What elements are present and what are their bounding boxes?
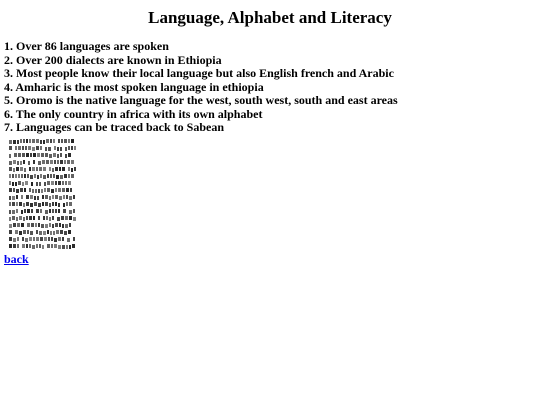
script-glyph-mark: [39, 231, 42, 235]
list-item: 6. The only country in africa with its own alphabet: [4, 106, 263, 121]
script-glyph-mark: [74, 146, 76, 150]
script-glyph-mark: [25, 238, 28, 242]
script-glyph-mark: [54, 146, 56, 150]
script-glyph-mark: [30, 203, 33, 207]
script-glyph-mark: [68, 174, 70, 178]
script-glyph-mark: [57, 154, 59, 158]
script-glyph-mark: [37, 196, 39, 200]
script-glyph-mark: [38, 203, 41, 207]
script-glyph-mark: [22, 244, 25, 248]
script-glyph-mark: [16, 189, 19, 193]
script-glyph-mark: [13, 140, 16, 144]
script-glyph-mark: [43, 140, 45, 144]
script-glyph-mark: [72, 244, 75, 248]
script-glyph-mark: [26, 216, 28, 220]
script-glyph-mark: [27, 209, 30, 213]
facts-list: [4, 40, 536, 135]
script-glyph-mark: [52, 209, 54, 213]
script-glyph-mark: [26, 139, 28, 143]
script-glyph-mark: [29, 139, 31, 143]
script-glyph-mark: [42, 195, 44, 199]
script-glyph-mark: [68, 153, 71, 157]
script-glyph-mark: [25, 181, 28, 185]
script-glyph-mark: [50, 139, 52, 143]
script-glyph-mark: [35, 223, 37, 227]
script-glyph-mark: [17, 140, 19, 144]
script-glyph-mark: [20, 139, 22, 143]
script-glyph-mark: [47, 174, 49, 178]
script-glyph-mark: [16, 195, 18, 199]
script-glyph-mark: [31, 209, 33, 213]
script-glyph-mark: [52, 168, 54, 172]
script-glyph-mark: [39, 244, 41, 248]
script-glyph-mark: [71, 168, 73, 172]
script-glyph-mark: [49, 209, 51, 213]
script-glyph-mark: [13, 244, 16, 248]
script-glyph-mark: [40, 209, 42, 213]
script-glyph-mark: [36, 146, 39, 150]
script-glyph-mark: [47, 244, 50, 248]
script-glyph-mark: [44, 188, 46, 192]
script-glyph-mark: [14, 153, 17, 157]
script-glyph-mark: [68, 167, 70, 171]
script-glyph-mark: [13, 238, 16, 242]
script-glyph-mark: [28, 161, 30, 165]
script-glyph-mark: [51, 237, 53, 241]
script-glyph-mark: [30, 153, 32, 157]
script-glyph-mark: [59, 167, 61, 171]
script-glyph-mark: [52, 202, 54, 206]
script-glyph-mark: [25, 146, 27, 150]
script-glyph-mark: [27, 174, 29, 178]
script-glyph-mark: [13, 223, 16, 227]
script-glyph-mark: [61, 139, 63, 143]
script-glyph-mark: [39, 167, 42, 171]
script-glyph-mark: [69, 216, 72, 220]
script-glyph-mark: [60, 160, 63, 164]
script-glyph-mark: [28, 146, 31, 150]
script-glyph-mark: [56, 230, 59, 234]
script-glyph-mark: [50, 174, 52, 178]
script-glyph-mark: [12, 210, 15, 214]
script-glyph-mark: [52, 224, 54, 228]
script-glyph-mark: [32, 245, 35, 249]
script-glyph-mark: [62, 224, 64, 228]
script-glyph-mark: [16, 202, 18, 206]
script-glyph-mark: [26, 244, 28, 248]
list-item: 5. Oromo is the native language for the west, south west, south and east areas: [4, 93, 398, 107]
script-glyph-mark: [13, 188, 15, 192]
script-glyph-mark: [41, 224, 44, 228]
script-glyph-mark: [68, 139, 70, 143]
script-glyph-mark: [15, 182, 17, 186]
script-glyph-mark: [36, 182, 38, 186]
script-glyph-mark: [41, 189, 43, 193]
script-glyph-mark: [63, 203, 65, 207]
script-glyph-mark: [60, 147, 62, 151]
script-glyph-mark: [13, 168, 15, 172]
script-glyph-mark: [38, 216, 40, 220]
script-glyph-mark: [9, 202, 11, 206]
script-glyph-mark: [63, 195, 65, 199]
script-glyph-mark: [24, 188, 26, 192]
script-glyph-mark: [33, 160, 35, 164]
script-glyph-mark: [67, 160, 70, 164]
script-glyph-mark: [54, 244, 57, 248]
script-glyph-mark: [21, 174, 23, 178]
script-glyph-mark: [53, 174, 55, 178]
script-glyph-mark: [21, 223, 24, 227]
script-glyph-mark: [40, 146, 42, 150]
script-glyph-mark: [69, 223, 71, 227]
script-glyph-mark: [21, 210, 23, 214]
script-glyph-mark: [12, 174, 14, 178]
script-glyph-mark: [9, 167, 12, 171]
script-glyph-mark: [55, 223, 58, 227]
script-glyph-mark: [36, 230, 38, 234]
script-glyph-mark: [29, 167, 31, 171]
script-glyph-mark: [24, 168, 26, 172]
script-glyph-mark: [19, 202, 22, 206]
script-glyph-mark: [59, 223, 61, 227]
script-glyph-mark: [22, 146, 24, 150]
script-glyph-mark: [9, 181, 11, 185]
script-glyph-mark: [31, 182, 33, 186]
script-glyph-mark: [51, 189, 54, 193]
script-glyph-mark: [58, 237, 61, 241]
script-glyph-mark: [47, 188, 50, 192]
script-glyph-mark: [46, 216, 48, 220]
script-glyph-mark: [60, 175, 63, 179]
script-glyph-mark: [59, 196, 62, 200]
script-glyph-mark: [41, 153, 44, 157]
script-glyph-mark: [9, 161, 12, 165]
script-glyph-mark: [58, 203, 60, 207]
script-glyph-mark: [43, 175, 46, 179]
script-glyph-mark: [60, 153, 62, 157]
script-glyph-mark: [65, 216, 68, 220]
list-item: 2. Over 200 dialects are known in Ethiopia: [4, 52, 222, 67]
script-glyph-mark: [18, 181, 21, 185]
script-glyph-mark: [65, 224, 68, 228]
script-glyph-mark: [31, 223, 34, 227]
script-glyph-mark: [55, 181, 57, 185]
script-glyph-mark: [64, 160, 66, 164]
script-glyph-mark: [69, 202, 72, 206]
script-glyph-mark: [42, 245, 44, 249]
script-glyph-mark: [29, 244, 31, 248]
script-glyph-mark: [20, 161, 22, 165]
script-glyph-mark: [74, 167, 76, 171]
script-glyph-mark: [22, 153, 25, 157]
script-glyph-mark: [29, 188, 31, 192]
script-glyph-mark: [35, 189, 37, 193]
script-glyph-mark: [9, 196, 11, 200]
script-glyph-mark: [49, 167, 51, 171]
script-glyph-mark: [46, 160, 49, 164]
script-glyph-mark: [68, 230, 71, 234]
script-glyph-mark: [39, 182, 41, 186]
script-glyph-mark: [47, 181, 50, 185]
script-glyph-mark: [36, 167, 38, 171]
script-glyph-mark: [53, 139, 55, 143]
script-glyph-mark: [55, 195, 58, 199]
script-glyph-mark: [45, 153, 48, 157]
script-glyph-mark: [61, 216, 64, 220]
script-glyph-mark: [43, 167, 46, 171]
script-glyph-mark: [65, 147, 67, 151]
script-glyph-mark: [42, 160, 45, 164]
script-glyph-mark: [37, 153, 40, 157]
script-glyph-mark: [58, 209, 60, 213]
script-glyph-mark: [21, 195, 23, 199]
script-glyph-mark: [33, 237, 35, 241]
script-glyph-mark: [70, 188, 72, 192]
script-glyph-mark: [63, 209, 66, 213]
script-glyph-mark: [12, 196, 15, 200]
script-glyph-mark: [24, 174, 26, 178]
script-glyph-mark: [53, 231, 55, 235]
script-glyph-mark: [45, 195, 48, 199]
script-glyph-mark: [44, 182, 46, 186]
script-glyph-mark: [27, 230, 29, 234]
script-glyph-mark: [16, 167, 19, 171]
script-glyph-mark: [64, 174, 67, 178]
script-glyph-mark: [57, 160, 59, 164]
ethiopic-script-image: [8, 137, 78, 250]
script-glyph-mark: [17, 237, 19, 241]
script-glyph-mark: [17, 244, 19, 248]
script-glyph-mark: [9, 217, 11, 221]
script-glyph-mark: [73, 237, 75, 241]
script-glyph-mark: [30, 195, 33, 199]
script-glyph-mark: [9, 224, 12, 228]
script-glyph-mark: [18, 174, 20, 178]
script-glyph-mark: [13, 160, 16, 164]
script-glyph-mark: [57, 217, 60, 221]
script-glyph-mark: [9, 188, 12, 192]
script-glyph-mark: [66, 195, 68, 199]
list-item: 3. Most people know their local language but also English french and Arabic: [4, 66, 394, 80]
script-glyph-mark: [71, 160, 74, 164]
script-glyph-mark: [15, 230, 18, 234]
script-glyph-mark: [32, 139, 35, 143]
script-glyph-mark: [66, 202, 68, 206]
script-glyph-mark: [16, 209, 18, 213]
script-glyph-mark: [62, 245, 65, 249]
script-glyph-mark: [51, 244, 53, 248]
script-glyph-mark: [55, 202, 57, 206]
script-glyph-mark: [20, 167, 23, 171]
script-glyph-mark: [52, 216, 54, 220]
script-glyph-mark: [49, 196, 51, 200]
script-glyph-mark: [30, 175, 33, 179]
script-glyph-mark: [49, 223, 51, 227]
script-glyph-mark: [66, 188, 69, 192]
script-glyph-mark: [49, 203, 51, 207]
script-glyph-mark: [18, 146, 21, 150]
script-glyph-mark: [68, 181, 71, 185]
back-link[interactable]: back: [4, 251, 29, 266]
script-glyph-mark: [9, 140, 12, 144]
script-glyph-mark: [38, 223, 40, 227]
script-glyph-mark: [71, 146, 73, 150]
script-glyph-mark: [34, 196, 36, 200]
script-glyph-mark: [58, 245, 61, 249]
script-glyph-mark: [23, 203, 25, 207]
script-glyph-mark: [50, 231, 52, 235]
script-glyph-mark: [58, 188, 61, 192]
script-glyph-mark: [34, 202, 37, 206]
script-glyph-mark: [36, 244, 38, 248]
script-glyph-mark: [29, 216, 32, 220]
page-title: Language, Alphabet and Literacy: [148, 8, 392, 27]
script-glyph-mark: [36, 237, 39, 241]
script-glyph-mark: [32, 189, 34, 193]
script-glyph-mark: [51, 181, 54, 185]
script-glyph-mark: [73, 209, 75, 213]
script-glyph-mark: [38, 189, 40, 193]
script-glyph-mark: [45, 202, 48, 206]
script-glyph-mark: [54, 238, 57, 242]
script-glyph-mark: [52, 195, 54, 199]
script-glyph-mark: [23, 230, 26, 234]
script-glyph-mark: [16, 217, 18, 221]
script-glyph-mark: [30, 231, 33, 235]
script-glyph-mark: [22, 237, 24, 241]
script-glyph-mark: [73, 217, 76, 221]
script-glyph-mark: [32, 167, 35, 171]
script-glyph-mark: [9, 154, 11, 158]
script-glyph-mark: [15, 146, 17, 150]
script-glyph-mark: [65, 154, 67, 158]
script-glyph-mark: [18, 153, 21, 157]
script-glyph-mark: [62, 181, 64, 185]
script-glyph-mark: [22, 182, 24, 186]
script-glyph-mark: [9, 244, 12, 248]
script-glyph-mark: [55, 188, 57, 192]
script-glyph-mark: [9, 210, 11, 214]
script-glyph-mark: [38, 161, 41, 165]
script-glyph-mark: [46, 139, 49, 143]
script-glyph-mark: [40, 174, 42, 178]
script-glyph-mark: [27, 223, 30, 227]
script-glyph-mark: [15, 174, 17, 178]
script-glyph-mark: [44, 237, 47, 241]
script-glyph-mark: [26, 202, 29, 206]
script-glyph-mark: [34, 174, 36, 178]
script-glyph-mark: [24, 209, 26, 213]
script-glyph-mark: [67, 238, 70, 242]
list-item: 1. Over 86 languages are spoken: [4, 39, 169, 53]
script-glyph-mark: [40, 140, 42, 144]
script-glyph-mark: [9, 174, 11, 178]
script-glyph-mark: [48, 237, 50, 241]
script-glyph-mark: [62, 237, 64, 241]
script-glyph-mark: [49, 217, 51, 221]
script-glyph-mark: [33, 216, 35, 220]
script-glyph-mark: [9, 237, 12, 241]
script-glyph-mark: [47, 230, 49, 234]
script-glyph-mark: [64, 231, 67, 235]
script-glyph-mark: [26, 153, 29, 157]
script-glyph-mark: [60, 230, 63, 234]
script-glyph-mark: [69, 196, 72, 200]
script-glyph-mark: [45, 147, 47, 151]
script-glyph-mark: [23, 139, 25, 143]
script-glyph-mark: [49, 154, 52, 158]
script-glyph-mark: [69, 210, 72, 214]
script-glyph-mark: [17, 223, 20, 227]
list-item: 7. Languages can be traced back to Sabean: [4, 120, 225, 134]
script-glyph-mark: [26, 195, 29, 199]
script-glyph-mark: [50, 160, 53, 164]
script-glyph-mark: [36, 139, 39, 143]
script-glyph-mark: [40, 237, 43, 241]
script-glyph-mark: [33, 153, 36, 157]
script-glyph-mark: [58, 181, 61, 185]
script-glyph-mark: [55, 209, 57, 213]
script-glyph-mark: [12, 202, 15, 206]
script-glyph-mark: [12, 182, 14, 186]
script-glyph-mark: [17, 161, 19, 165]
script-glyph-mark: [69, 245, 71, 249]
script-glyph-mark: [64, 139, 67, 143]
script-glyph-mark: [71, 174, 74, 178]
script-glyph-mark: [43, 216, 45, 220]
list-item: 4. Amharic is the most spoken language in ethiopia: [4, 79, 264, 94]
script-glyph-mark: [19, 231, 22, 235]
script-glyph-mark: [23, 160, 25, 164]
script-glyph-mark: [45, 224, 48, 228]
script-glyph-mark: [68, 146, 70, 150]
script-glyph-mark: [53, 153, 56, 157]
script-glyph-mark: [45, 210, 48, 214]
script-glyph-mark: [32, 147, 35, 151]
script-glyph-mark: [65, 181, 67, 185]
script-glyph-mark: [9, 146, 12, 150]
script-glyph-mark: [9, 230, 12, 234]
script-glyph-mark: [66, 245, 68, 249]
script-glyph-mark: [62, 167, 65, 171]
script-glyph-mark: [42, 202, 44, 206]
script-glyph-mark: [73, 195, 75, 199]
script-glyph-mark: [12, 216, 15, 220]
script-glyph-mark: [62, 188, 65, 192]
script-glyph-mark: [58, 139, 60, 143]
script-glyph-mark: [43, 231, 46, 235]
script-glyph-mark: [29, 237, 32, 241]
script-glyph-mark: [56, 175, 59, 179]
script-glyph-mark: [19, 216, 22, 220]
script-glyph-mark: [54, 160, 56, 164]
script-glyph-mark: [36, 209, 39, 213]
script-glyph-mark: [55, 167, 58, 171]
script-glyph-mark: [57, 147, 59, 151]
script-glyph-mark: [37, 175, 39, 179]
script-glyph-mark: [71, 139, 74, 143]
script-glyph-mark: [48, 147, 51, 151]
script-glyph-mark: [23, 217, 25, 221]
script-glyph-mark: [20, 188, 23, 192]
